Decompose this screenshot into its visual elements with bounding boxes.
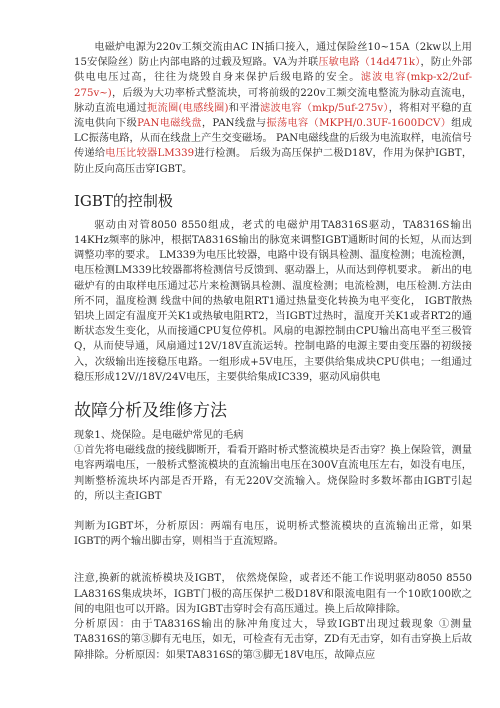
fault-paragraph: 判断为IGBT坏，分析原因：两端有电压，说明桥式整流模块的直流输出正常，如果IGBT的两个输出脚击穿，则相当于直流短路。 <box>74 521 472 548</box>
term-choke-coil: 扼流圈(电感线圈) <box>147 102 229 114</box>
fault-paragraph: ①首先将电磁线盘的接线脚断开，看看开路时桥式整流模块是否击穿？换上保险管，测量电容两端电压，一般桥式整流模块的直流输出电压在300V直流电压左右，如没有电压，判断整桥流块坏内部是否开路，有无220V交流输入。烧保险时多数坏都由IGBT引起的，所以主查IGBT <box>74 445 472 502</box>
section-heading-igbt: IGBT的控制极 <box>74 191 173 210</box>
intro-text: ，后级为大功率桥式整流块，可将前级的220v工频交流电整流为脉动直流电，脉动直流电通过 <box>74 87 472 114</box>
term-smoothing-capacitor: 滤波电容（mkp/5uf-275v） <box>260 102 389 114</box>
term-varistor: 压敏电路（14d471k） <box>318 57 421 69</box>
section-heading-fault: 故障分析及维修方法 <box>74 401 227 422</box>
igbt-paragraph: 驱动由对管8050 8550组成，老式的电磁炉用TA8316S驱动，TA8316S输出14KHz频率的脉冲，根据TA8316S输出的脉宽来调整IGBT通断时间的长短，从而达到调整功率的要求。 LM339为电压比较器，电路中设有锅具检测、温度检测；电流检测，电压检测LM339比较器都将检测信号反馈到、驱动器上，从而达到停机要求。 新出的电磁炉有的由取样电压通过芯片来检测锅具检测、温度检测；电流检测，电压检测.方法由所不同，温度检测 线盘中间的热敏电阻RT1通过热量变化转换为电平变化， IGBT散热铝块上固定有温度开关K1或热敏电阻RT2，当IGBT过热时，温度开关K1或者RT2的通断状态发生变化，从而接通CPU复位停机。风扇的电源控制由CPU输出高电平至三极管Q，从而使导通，风扇通过12V/18V直流运转。控制电路的电源主要由变压器的初级接入，次级输出连接稳压电路。一组形成+5V电压，主要供给集成块CPU供电；一组通过稳压形成12V//18V/24V电压，主要供给集成IC339，驱动风扇供电 <box>74 219 472 383</box>
term-comparator: 电压比较器LM339 <box>105 148 195 160</box>
intro-text: ，将相对平稳的直流电供向下级 <box>74 102 473 130</box>
intro-text: 组成LC振荡电路，从而在线盘上产生交变磁场。 PAN电磁线盘的后级为电流取样，电流信号传递给 <box>74 118 472 160</box>
term-resonant-capacitor: 振荡电容（MKPH/0.3UF-1600DCV） <box>266 118 452 130</box>
term-pan-coil: PAN电磁线盘 <box>137 118 202 130</box>
intro-text: 进行检测。 后级为高压保护二极D18V，作用为保护IGBT，防止反向高压击穿IGBT。 <box>74 148 472 175</box>
term-filter-capacitor: 滤波电容(mkp-x2/2uf-275v~) <box>74 72 473 99</box>
fault-paragraph: 现象1、烧保险。是电磁炉常见的毛病 <box>74 430 244 442</box>
fault-paragraph: 分析原因：由于TA8316S输出的脉冲角度过大，导致IGBT出现过载现象 ①测量TA8316S的第③脚有无电压，如无，可检查有无击穿，ZD有无击穿，如有击穿换上后故障排除。分析原因：如果TA8316S的第③脚无18V电压，故障点应 <box>74 619 472 661</box>
intro-paragraph <box>74 40 472 177</box>
intro-text: 和平滑 <box>228 102 261 114</box>
intro-text: ，防止外部供电电压过高，往往为烧毁自身来保护后级电路的安全。 <box>74 57 473 84</box>
intro-text: ，PAN线盘与 <box>201 118 267 130</box>
fault-paragraph: 注意,换新的就流桥模块及IGBT， 依然烧保险，或者还不能工作说明驱动8050 8550 LA8316S集成块坏，IGBT门极的高压保护二极D18V和限流电阻有一个10欧100欧之间的电阻也可以开路。因为IGBT击穿时会有高压通过。换上后故障排除。 <box>74 573 472 615</box>
intro-text: 电磁炉电源为220v工频交流由AC IN插口接入，通过保险丝10~15A（2kw以上用15安保险丝）防止内部电路的过载及短路。VA为并联 <box>74 42 472 69</box>
